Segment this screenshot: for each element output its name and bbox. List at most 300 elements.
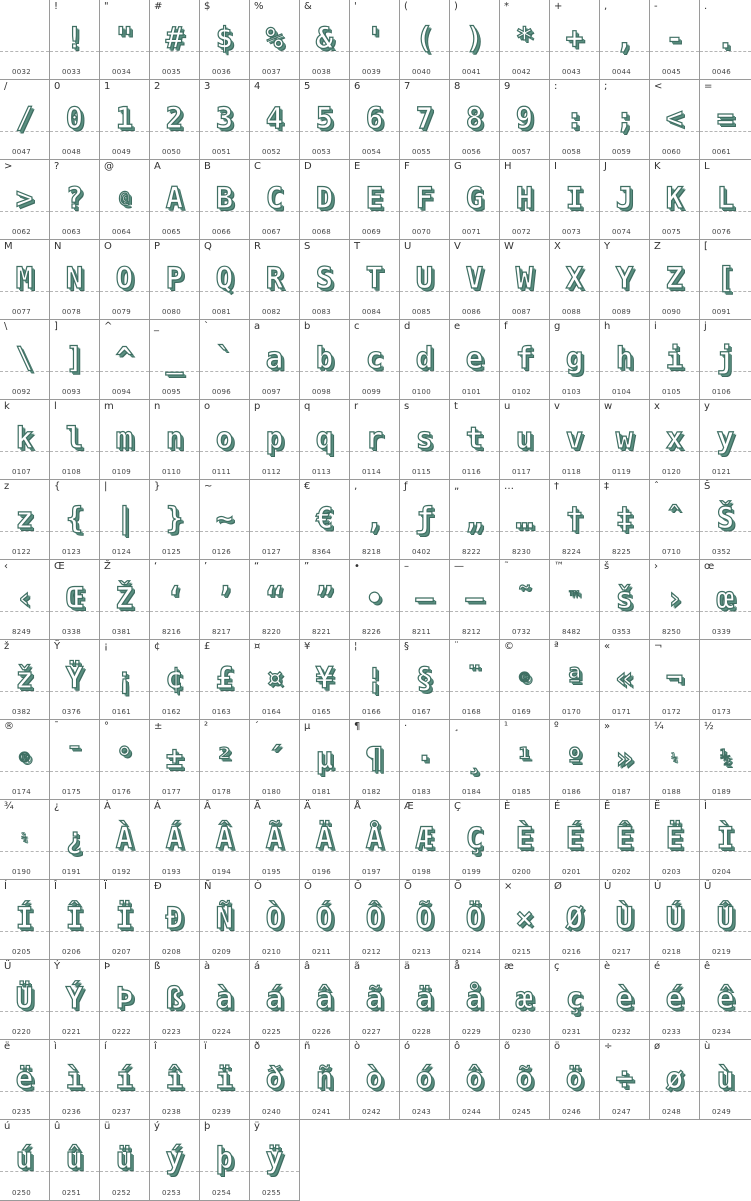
- code-label: 0089: [612, 308, 632, 316]
- character-label: Ò: [254, 881, 262, 892]
- glyph-sample: ä: [415, 981, 434, 1015]
- code-label: 0185: [512, 788, 532, 796]
- glyph-sample: 4: [265, 101, 284, 135]
- glyph-cell: [600, 1040, 650, 1120]
- code-label: 8222: [462, 548, 482, 556]
- character-label: «: [604, 641, 611, 652]
- glyph-sample: |: [115, 501, 134, 535]
- glyph-cell: [450, 560, 500, 640]
- character-label: <: [654, 81, 663, 92]
- glyph-sample: .: [716, 21, 735, 55]
- glyph-cell: [300, 960, 350, 1040]
- character-label: 2: [154, 81, 161, 92]
- glyph-cell: [400, 160, 450, 240]
- code-label: 0235: [12, 1108, 32, 1116]
- character-label: x: [654, 401, 660, 412]
- glyph-sample: N: [65, 261, 84, 295]
- glyph-cell: [450, 480, 500, 560]
- code-label: 0248: [662, 1108, 682, 1116]
- character-label: Ÿ: [54, 641, 61, 652]
- glyph-cell: [200, 880, 250, 960]
- glyph-sample: T: [365, 261, 384, 295]
- glyph-cell: [650, 80, 700, 160]
- code-label: 0202: [612, 868, 632, 876]
- code-label: 8482: [562, 628, 582, 636]
- character-label: á: [254, 961, 261, 972]
- code-label: 0236: [62, 1108, 82, 1116]
- glyph-sample: ê: [716, 981, 735, 1015]
- glyph-cell: [150, 960, 200, 1040]
- code-label: 0079: [112, 308, 132, 316]
- character-label: –: [404, 561, 409, 572]
- glyph-sample: <: [665, 101, 684, 135]
- glyph-sample: ›: [665, 581, 684, 615]
- glyph-sample: —: [465, 581, 484, 615]
- glyph-cell: [700, 480, 751, 560]
- glyph-sample: Ï: [115, 901, 134, 935]
- character-label: Õ: [404, 881, 412, 892]
- glyph-cell: [300, 80, 350, 160]
- character-label: Â: [204, 801, 211, 812]
- code-label: 0165: [312, 708, 332, 716]
- character-label: ?: [54, 161, 60, 172]
- glyph-cell: [700, 560, 751, 640]
- code-label: 0081: [212, 308, 232, 316]
- glyph-sample: 7: [415, 101, 434, 135]
- code-label: 0064: [112, 228, 132, 236]
- character-label: {: [54, 481, 61, 492]
- glyph-cell: [700, 400, 751, 480]
- code-label: 0241: [312, 1108, 332, 1116]
- glyph-cell: [100, 160, 150, 240]
- glyph-sample: w: [615, 421, 634, 455]
- character-label: D: [304, 161, 312, 172]
- glyph-sample: ã: [365, 981, 384, 1015]
- code-label: 0197: [362, 868, 382, 876]
- glyph-cell: [700, 720, 751, 800]
- character-label: _: [154, 321, 159, 332]
- glyph-cell: [550, 320, 600, 400]
- character-label: ü: [104, 1121, 111, 1132]
- glyph-sample: G: [465, 181, 484, 215]
- code-label: 0209: [212, 948, 232, 956]
- code-label: 0175: [62, 788, 82, 796]
- code-label: 0062: [12, 228, 32, 236]
- glyph-cell: [450, 800, 500, 880]
- character-label: 4: [254, 81, 261, 92]
- character-label: k: [4, 401, 10, 412]
- glyph-cell: [500, 400, 550, 480]
- glyph-cell: [700, 960, 751, 1040]
- glyph-cell: [300, 720, 350, 800]
- code-label: 0169: [512, 708, 532, 716]
- glyph-cell: [600, 800, 650, 880]
- glyph-sample: 5: [315, 101, 334, 135]
- code-label: 0048: [62, 148, 82, 156]
- code-label: 0224: [212, 1028, 232, 1036]
- code-label: 0254: [212, 1189, 232, 1197]
- code-label: 0045: [662, 68, 682, 76]
- code-label: 0102: [512, 388, 532, 396]
- character-label: Æ: [404, 801, 414, 812]
- glyph-cell: [250, 0, 300, 80]
- glyph-cell: [50, 560, 100, 640]
- code-label: 0205: [12, 948, 32, 956]
- code-label: 0101: [462, 388, 482, 396]
- character-label: ˆ: [654, 481, 659, 492]
- character-label: ‘: [154, 561, 158, 572]
- glyph-cell: [400, 240, 450, 320]
- glyph-sample: ¿: [65, 821, 84, 855]
- glyph-sample: è: [615, 981, 634, 1015]
- character-label: Û: [704, 881, 712, 892]
- glyph-cell: [50, 960, 100, 1040]
- code-label: 0060: [662, 148, 682, 156]
- glyph-cell: [550, 400, 600, 480]
- code-label: 0382: [12, 708, 32, 716]
- character-label: Í: [4, 881, 7, 892]
- glyph-sample: @: [119, 188, 130, 208]
- glyph-cell: [700, 1040, 751, 1120]
- character-label: ¾: [4, 801, 14, 812]
- glyph-cell: [700, 640, 751, 720]
- glyph-sample: &: [315, 21, 334, 55]
- glyph-sample: z: [15, 501, 34, 535]
- code-label: 0244: [462, 1108, 482, 1116]
- glyph-sample: ¡: [115, 661, 134, 695]
- glyph-sample: M: [15, 261, 34, 295]
- character-label: ~: [204, 481, 213, 492]
- glyph-cell: [550, 480, 600, 560]
- glyph-cell: [650, 960, 700, 1040]
- glyph-cell: [100, 880, 150, 960]
- code-label: 0187: [612, 788, 632, 796]
- character-label: Ù: [604, 881, 612, 892]
- glyph-cell: [550, 160, 600, 240]
- glyph-sample: r: [365, 421, 384, 455]
- glyph-sample: ð: [265, 1061, 284, 1095]
- code-label: 0052: [262, 148, 282, 156]
- glyph-cell: [350, 800, 400, 880]
- glyph-sample: P: [165, 261, 184, 295]
- glyph-cell: [450, 0, 500, 80]
- glyph-sample: y: [716, 421, 735, 455]
- glyph-sample: ;: [615, 101, 634, 135]
- code-label: 8226: [362, 628, 382, 636]
- glyph-cell: [100, 960, 150, 1040]
- glyph-cell: [100, 800, 150, 880]
- glyph-cell: [0, 880, 50, 960]
- glyph-cell: [0, 80, 50, 160]
- glyph-cell: [200, 560, 250, 640]
- code-label: 0113: [312, 468, 332, 476]
- glyph-sample: ô: [465, 1061, 484, 1095]
- glyph-sample: Ê: [615, 821, 634, 855]
- glyph-cell: [200, 400, 250, 480]
- character-label: œ: [704, 561, 715, 572]
- glyph-cell: [0, 800, 50, 880]
- character-label: c: [354, 321, 360, 332]
- code-label: 0222: [112, 1028, 132, 1036]
- character-label: H: [504, 161, 512, 172]
- character-label: £: [204, 641, 211, 652]
- character-label: w: [604, 401, 613, 412]
- code-label: 0204: [712, 868, 732, 876]
- glyph-sample: ®: [19, 748, 30, 768]
- glyph-sample: f: [515, 341, 534, 375]
- glyph-cell: [450, 720, 500, 800]
- character-label: A: [154, 161, 161, 172]
- glyph-cell: [250, 1120, 300, 1201]
- code-label: 0078: [62, 308, 82, 316]
- character-label: 9: [504, 81, 511, 92]
- code-label: 0732: [512, 628, 532, 636]
- code-label: 0196: [312, 868, 332, 876]
- glyph-sample: ]: [65, 341, 84, 375]
- character-label: E: [354, 161, 361, 172]
- code-label: 0044: [612, 68, 632, 76]
- code-label: 0100: [412, 388, 432, 396]
- code-label: 0250: [12, 1189, 32, 1197]
- glyph-cell: [0, 960, 50, 1040]
- glyph-sample: {: [65, 501, 84, 535]
- glyph-cell: [700, 160, 751, 240]
- character-label: |: [104, 481, 108, 492]
- code-label: 0037: [262, 68, 282, 76]
- glyph-cell: [250, 720, 300, 800]
- character-label: ´: [254, 721, 259, 732]
- glyph-cell: [150, 720, 200, 800]
- code-label: 8220: [262, 628, 282, 636]
- glyph-cell: [100, 1040, 150, 1120]
- code-label: 0710: [662, 548, 682, 556]
- glyph-sample: ´: [265, 741, 284, 775]
- code-label: 0242: [362, 1108, 382, 1116]
- character-label: P: [154, 241, 161, 252]
- character-label: •: [354, 561, 360, 572]
- character-label: r: [354, 401, 359, 412]
- glyph-cell: [150, 160, 200, 240]
- glyph-sample: Ì: [716, 821, 735, 855]
- code-label: 0084: [362, 308, 382, 316]
- character-label: ß: [154, 961, 161, 972]
- glyph-sample: Û: [716, 901, 735, 935]
- glyph-sample: £: [215, 661, 234, 695]
- glyph-cell: [550, 960, 600, 1040]
- character-label: +: [554, 1, 563, 12]
- glyph-sample: â: [315, 981, 334, 1015]
- glyph-sample: Ä: [315, 821, 334, 855]
- code-label: 0072: [512, 228, 532, 236]
- character-label: ¬: [654, 641, 663, 652]
- glyph-cell: [600, 640, 650, 720]
- glyph-sample: E: [365, 181, 384, 215]
- glyph-sample: R: [265, 261, 284, 295]
- glyph-cell: [400, 80, 450, 160]
- code-label: 0046: [712, 68, 732, 76]
- glyph-sample: k: [15, 421, 34, 455]
- glyph-cell: [600, 320, 650, 400]
- glyph-cell: [200, 640, 250, 720]
- glyph-sample: …: [515, 501, 534, 535]
- glyph-cell: [400, 800, 450, 880]
- glyph-sample: µ: [315, 741, 334, 775]
- character-label: ¿: [54, 801, 60, 812]
- code-label: 0077: [12, 308, 32, 316]
- character-label: C: [254, 161, 261, 172]
- glyph-sample: :: [565, 101, 584, 135]
- glyph-sample: ¹: [515, 741, 534, 775]
- character-label: ±: [154, 721, 163, 732]
- glyph-cell: [650, 800, 700, 880]
- code-label: 0208: [162, 948, 182, 956]
- glyph-sample: é: [665, 981, 684, 1015]
- glyph-cell: [350, 160, 400, 240]
- code-label: 0164: [262, 708, 282, 716]
- code-label: 0192: [112, 868, 132, 876]
- glyph-cell: [50, 720, 100, 800]
- character-label: ¼: [654, 721, 664, 732]
- glyph-sample: X: [565, 261, 584, 295]
- glyph-cell: [200, 720, 250, 800]
- character-label: ÷: [604, 1041, 613, 1052]
- character-label: Ï: [104, 881, 107, 892]
- character-label: y: [704, 401, 710, 412]
- glyph-sample: «: [615, 661, 634, 695]
- code-label: 0035: [162, 68, 182, 76]
- glyph-cell: [550, 240, 600, 320]
- character-label: /: [4, 81, 8, 92]
- code-label: 0115: [412, 468, 432, 476]
- glyph-sample: ß: [165, 981, 184, 1015]
- glyph-cell: [550, 720, 600, 800]
- glyph-sample: F: [415, 181, 434, 215]
- glyph-sample: n: [165, 421, 184, 455]
- code-label: 0094: [112, 388, 132, 396]
- character-label: Ó: [304, 881, 312, 892]
- glyph-sample: û: [65, 1141, 84, 1175]
- glyph-sample: ó: [415, 1061, 434, 1095]
- character-label: ‚: [354, 481, 358, 492]
- glyph-cell: [650, 640, 700, 720]
- glyph-sample: œ: [716, 581, 735, 615]
- character-label: n: [154, 401, 161, 412]
- glyph-sample: î: [165, 1061, 184, 1095]
- code-label: 0172: [662, 708, 682, 716]
- glyph-sample: ‡: [615, 501, 634, 535]
- code-label: 0163: [212, 708, 232, 716]
- glyph-cell: [550, 0, 600, 80]
- character-label: 1: [104, 81, 111, 92]
- glyph-sample: ¥: [315, 661, 334, 695]
- character-label: V: [454, 241, 461, 252]
- character-label: L: [704, 161, 710, 172]
- glyph-sample: ž: [15, 661, 34, 695]
- glyph-sample: ¨: [465, 661, 484, 695]
- glyph-sample: ò: [365, 1061, 384, 1095]
- character-label: â: [304, 961, 311, 972]
- character-label: Ø: [554, 881, 562, 892]
- glyph-cell: [700, 0, 751, 80]
- glyph-sample: Ü: [15, 981, 34, 1015]
- glyph-cell: [300, 800, 350, 880]
- glyph-cell: [250, 80, 300, 160]
- glyph-sample: •: [365, 581, 384, 615]
- glyph-cell: [450, 80, 500, 160]
- code-label: 0191: [62, 868, 82, 876]
- character-label: S: [304, 241, 311, 252]
- glyph-cell: [0, 560, 50, 640]
- glyph-cell: [650, 400, 700, 480]
- glyph-cell: [400, 880, 450, 960]
- glyph-cell: [300, 320, 350, 400]
- character-label: N: [54, 241, 62, 252]
- glyph-cell: [450, 240, 500, 320]
- character-label: „: [454, 481, 460, 492]
- glyph-cell: [400, 560, 450, 640]
- glyph-sample: Ó: [315, 901, 334, 935]
- glyph-sample: B: [215, 181, 234, 215]
- code-label: 0047: [12, 148, 32, 156]
- code-label: 0074: [612, 228, 632, 236]
- glyph-cell: [400, 400, 450, 480]
- glyph-sample: È: [515, 821, 534, 855]
- glyph-cell: [650, 320, 700, 400]
- code-label: 0251: [62, 1189, 82, 1197]
- glyph-cell: [500, 320, 550, 400]
- character-label: ö: [554, 1041, 561, 1052]
- code-label: 0068: [312, 228, 332, 236]
- character-label: ì: [54, 1041, 57, 1052]
- glyph-sample: Œ: [65, 581, 84, 615]
- glyph-cell: [50, 800, 100, 880]
- code-label: 0402: [412, 548, 432, 556]
- character-label: v: [554, 401, 560, 412]
- glyph-cell: [600, 160, 650, 240]
- character-label: Ž: [104, 561, 111, 572]
- glyph-cell: [350, 480, 400, 560]
- code-label: 0234: [712, 1028, 732, 1036]
- code-label: 0181: [312, 788, 332, 796]
- glyph-sample: }: [165, 501, 184, 535]
- glyph-cell: [100, 80, 150, 160]
- glyph-cell: [400, 0, 450, 80]
- glyph-sample: x: [665, 421, 684, 455]
- glyph-cell: [350, 80, 400, 160]
- glyph-sample: V: [465, 261, 484, 295]
- character-label: %: [254, 1, 264, 12]
- glyph-cell: [0, 1040, 50, 1120]
- glyph-cell: [200, 320, 250, 400]
- code-label: 0122: [12, 548, 32, 556]
- code-label: 8212: [462, 628, 482, 636]
- glyph-sample: ÿ: [265, 1141, 284, 1175]
- character-label: j: [704, 321, 707, 332]
- character-label: ø: [654, 1041, 661, 1052]
- glyph-sample: 1: [115, 101, 134, 135]
- code-label: 0034: [112, 68, 132, 76]
- code-label: 0168: [462, 708, 482, 716]
- glyph-sample: Õ: [415, 901, 434, 935]
- character-label: °: [104, 721, 109, 732]
- glyph-sample: ù: [716, 1061, 735, 1095]
- glyph-sample: ': [365, 21, 384, 55]
- code-label: 0162: [162, 708, 182, 716]
- glyph-cell: [150, 320, 200, 400]
- glyph-sample: “: [265, 581, 284, 615]
- code-label: 0229: [462, 1028, 482, 1036]
- glyph-cell: [250, 1040, 300, 1120]
